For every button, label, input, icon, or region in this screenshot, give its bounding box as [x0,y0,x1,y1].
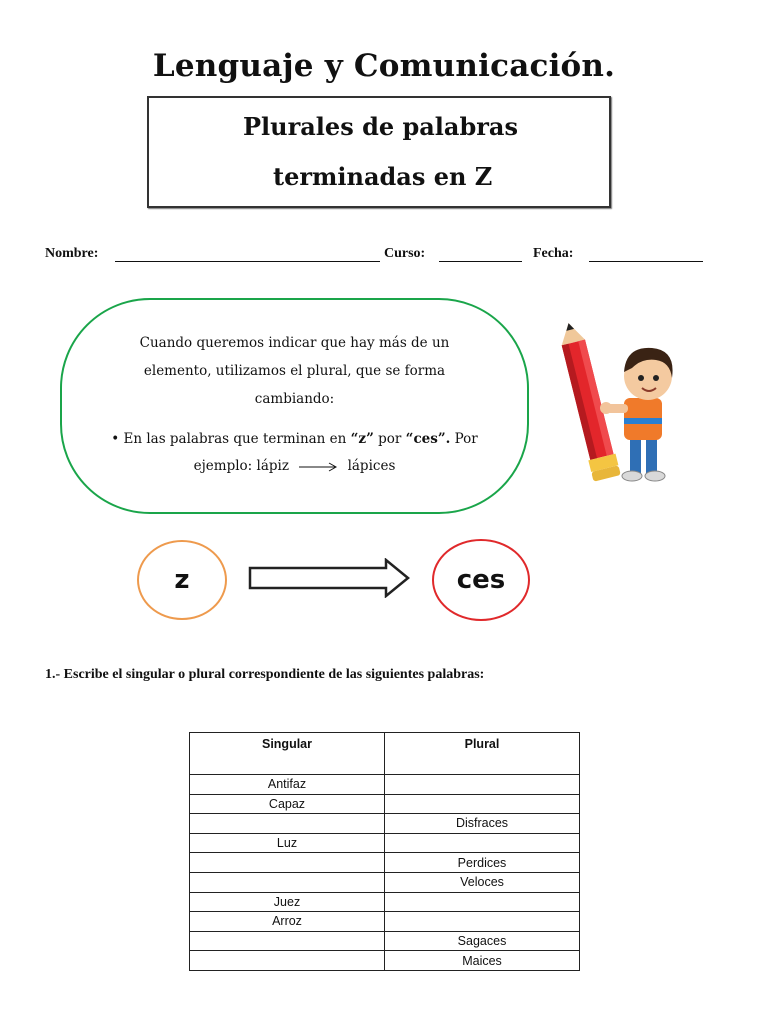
singular-cell[interactable]: Capaz [190,794,385,814]
singular-cell[interactable]: Antifaz [190,775,385,795]
name-field[interactable] [115,261,380,262]
quote-close-z: ” [366,431,374,447]
singular-cell[interactable] [190,853,385,873]
rule-line-3: cambiando: [254,391,335,407]
singular-cell[interactable]: Juez [190,892,385,912]
rule-line-2: elemento, utilizamos el plural, que se forma [143,363,446,379]
header-plural: Plural [385,733,580,775]
plural-cell[interactable] [385,833,580,853]
singular-cell[interactable]: Luz [190,833,385,853]
ces-circle: ces [432,539,530,621]
singular-plural-table [189,732,580,971]
singular-cell[interactable] [190,814,385,834]
singular-cell[interactable]: Arroz [190,912,385,932]
letter-z-circle: z [137,540,227,620]
example-prefix: ejemplo: lápiz [193,458,289,474]
por-end: Por [450,431,478,447]
table-row [190,912,580,932]
date-field[interactable] [589,261,703,262]
ces-text: ces [413,431,438,447]
plural-cell[interactable] [385,892,580,912]
table-row [190,892,580,912]
small-arrow-icon [297,461,339,473]
plural-cell[interactable] [385,794,580,814]
quote-close-ces: ”. [437,431,451,447]
course-field[interactable] [439,261,522,262]
student-info-line [45,246,725,266]
singular-cell[interactable] [190,931,385,951]
bullet-prefix: • En las palabras que terminan en [111,431,351,447]
course-label: Curso: [384,246,426,261]
table-row [190,872,580,892]
singular-cell[interactable] [190,872,385,892]
subtitle-line-2: terminadas en Z [273,162,493,191]
subtitle-line-1: Plurales de palabras [243,112,518,141]
right-arrow-icon [248,558,412,598]
table-row [190,814,580,834]
plural-cell[interactable]: Sagaces [385,931,580,951]
plural-cell[interactable]: Perdices [385,853,580,873]
date-label: Fecha: [533,246,574,261]
table-row [190,951,580,971]
table-row [190,931,580,951]
z-letter: z [358,431,367,447]
rule-bullet [82,426,507,453]
table-row [190,853,580,873]
rule-box [60,298,529,514]
rule-line-1: Cuando queremos indicar que hay más de un [139,335,450,351]
rule-example [82,453,507,480]
quote-open-z: “ [350,431,359,447]
plural-cell[interactable]: Maices [385,951,580,971]
plural-cell[interactable] [385,775,580,795]
subtitle-box [147,96,611,208]
quote-open-ces: “ [405,431,414,447]
por-word: por [373,431,406,447]
header-singular: Singular [190,733,385,775]
table-header-row [190,733,580,775]
table-row [190,794,580,814]
example-result: lápices [347,458,396,474]
singular-cell[interactable] [190,951,385,971]
exercise-instruction: 1.- Escribe el singular o plural correspondiente de las siguientes palabras: [45,667,485,682]
table-row [190,775,580,795]
table-row [190,833,580,853]
boy-with-pencil-icon [560,318,700,488]
plural-cell[interactable] [385,912,580,932]
plural-cell[interactable]: Veloces [385,872,580,892]
plural-cell[interactable]: Disfraces [385,814,580,834]
name-label: Nombre: [45,246,99,261]
page-title: Lenguaje y Comunicación. [152,48,616,84]
